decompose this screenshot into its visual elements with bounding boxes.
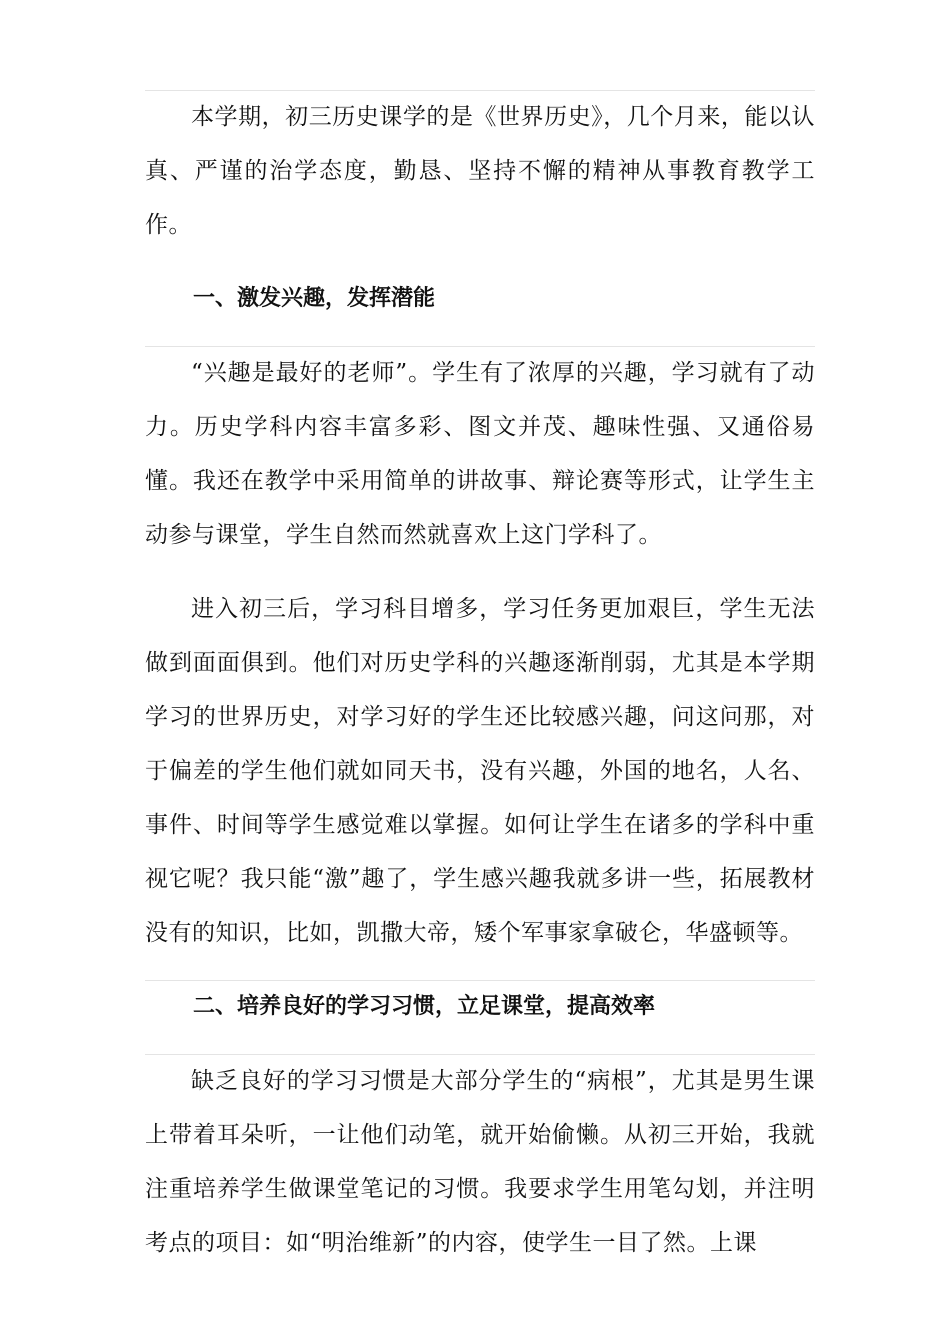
paragraph-text: 进入初三后，学习科目增多，学习任务更加艰巨，学生无法做到面面俱到。他们对历史学科的兴趣逐渐削弱，尤其是本学期学习的世界历史，对学习好的学生还比较感兴趣，问这问那，对于偏差的学生他们就如同天书，没有兴趣，外国的地名，人名、事件、时间等学生感觉难以掌握。如何让学生在诸多的学科中重视它呢？我只能“激”趣了，学生感兴趣我就多讲一些，拓展教材没有的知识，比如，凯撒大帝，矮个军事家拿破仑，华盛顿等。 — [145, 596, 815, 946]
paragraph-habits — [145, 1054, 815, 1270]
paragraph-text: 缺乏良好的学习习惯是大部分学生的“病根”，尤其是男生课上带着耳朵听，一让他们动笔，就开始偷懒。从初三开始，我就注重培养学生做课堂笔记的习惯。我要求学生用笔勾划，并注明考点的项目：如“明治维新”的内容，使学生一目了然。上课 — [145, 1068, 815, 1256]
heading-text: 一、激发兴趣，发挥潜能 — [193, 286, 436, 311]
paragraph-intro — [145, 90, 815, 252]
paragraph-grade-three — [145, 582, 815, 960]
section-heading-1 — [145, 272, 815, 326]
paragraph-interest — [145, 346, 815, 562]
document-body — [145, 90, 815, 1290]
paragraph-guide-line — [145, 980, 815, 981]
paragraph-text: “兴趣是最好的老师”。学生有了浓厚的兴趣，学习就有了动力。历史学科内容丰富多彩、图文并茂、趣味性强、又通俗易懂。我还在教学中采用简单的讲故事、辩论赛等形式，让学生主动参与课堂，学生自然而然就喜欢上这门学科了。 — [145, 360, 815, 548]
paragraph-guide-line — [145, 90, 815, 91]
paragraph-guide-line — [145, 346, 815, 347]
section-heading-2 — [145, 980, 815, 1034]
paragraph-guide-line — [145, 1054, 815, 1055]
paragraph-text: 本学期，初三历史课学的是《世界历史》，几个月来，能以认真、严谨的治学态度，勤恳、坚持不懈的精神从事教育教学工作。 — [145, 104, 815, 238]
heading-text: 二、培养良好的学习习惯，立足课堂，提高效率 — [193, 994, 656, 1019]
